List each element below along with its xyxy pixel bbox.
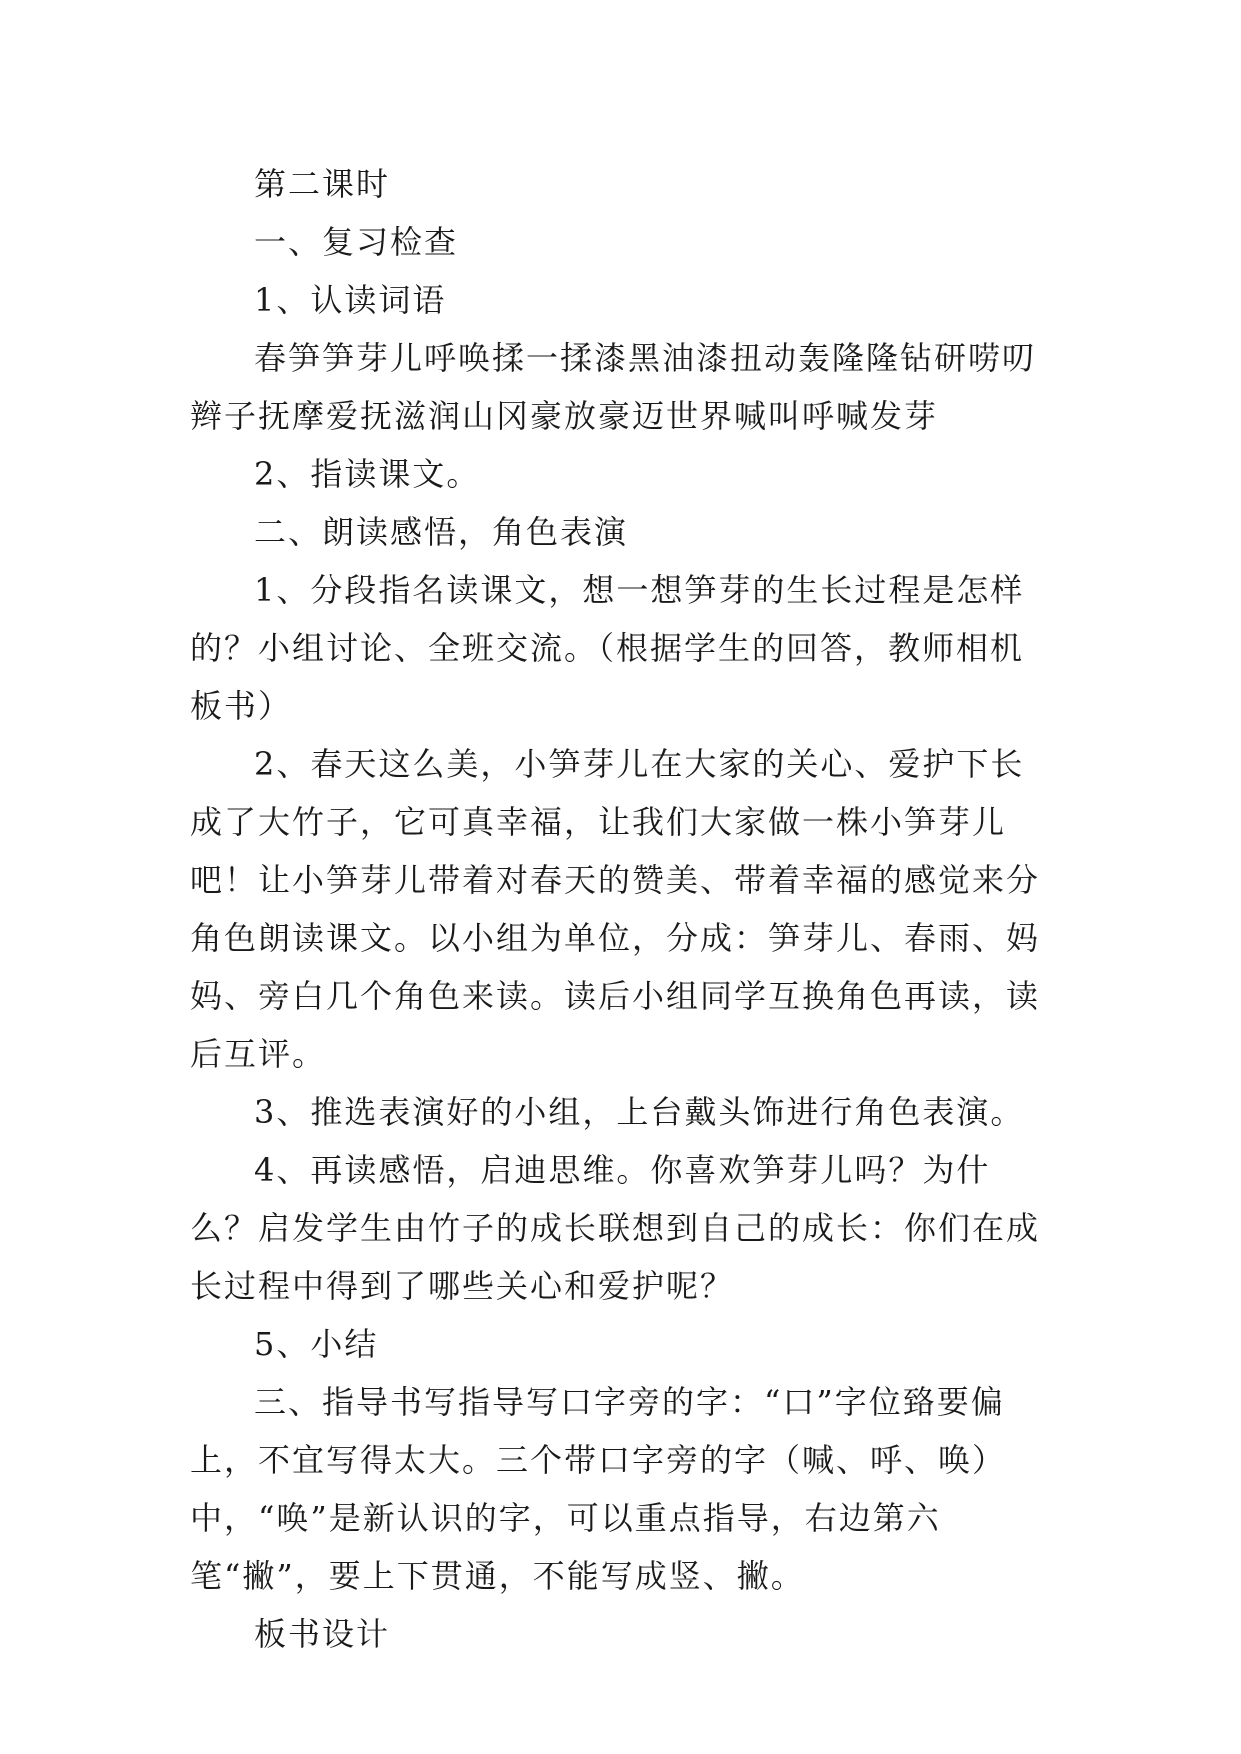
paragraph: 4、再读感悟，启迪思维。你喜欢笋芽儿吗？为什么？启发学生由竹子的成长联想到自己的成长：你们在成长过程中得到了哪些关心和爱护呢？ — [190, 1151, 1041, 1305]
blackboard-design-heading: 板书设计 — [254, 1615, 391, 1653]
section-heading-review: 一、复习检查 — [254, 223, 459, 261]
lesson-title: 第二课时 — [254, 165, 391, 203]
section-heading-writing: 三、指导书写指导写口字旁的字：“口”字位臵要偏上，不宜写得太大。三个带口字旁的字（喊、呼、唤）中，“唤”是新认识的字，可以重点指导，右边第六笔“撇”，要上下贯通，不能写成竖、撇。 — [190, 1383, 1007, 1595]
section-heading-reading: 二、朗读感悟，角色表演 — [254, 513, 629, 551]
paragraph: 2、春天这么美，小笋芽儿在大家的关心、爱护下长成了大竹子，它可真幸福，让我们大家做一株小笋芽儿吧！让小笋芽儿带着对春天的赞美、带着幸福的感觉来分角色朗读课文。以小组为单位，分成：笋芽儿、春雨、妈妈、旁白几个角色来读。读后小组同学互换角色再读，读后互评。 — [190, 745, 1041, 1073]
paragraph: 3、推选表演好的小组，上台戴头饰进行角色表演。 — [254, 1093, 1025, 1131]
paragraph: 2、指读课文。 — [254, 455, 481, 493]
vocabulary-list: 春笋笋芽儿呼唤揉一揉漆黑油漆扭动轰隆隆钻研唠叨辫子抚摩爱抚滋润山冈豪放豪迈世界喊叫呼喊发芽 — [190, 339, 1037, 435]
paragraph: 1、认读词语 — [254, 281, 447, 319]
document-body — [190, 155, 1050, 1663]
paragraph: 5、小结 — [254, 1325, 379, 1363]
paragraph: 1、分段指名读课文，想一想笋芽的生长过程是怎样的？小组讨论、全班交流。（根据学生的回答，教师相机板书） — [190, 571, 1025, 725]
